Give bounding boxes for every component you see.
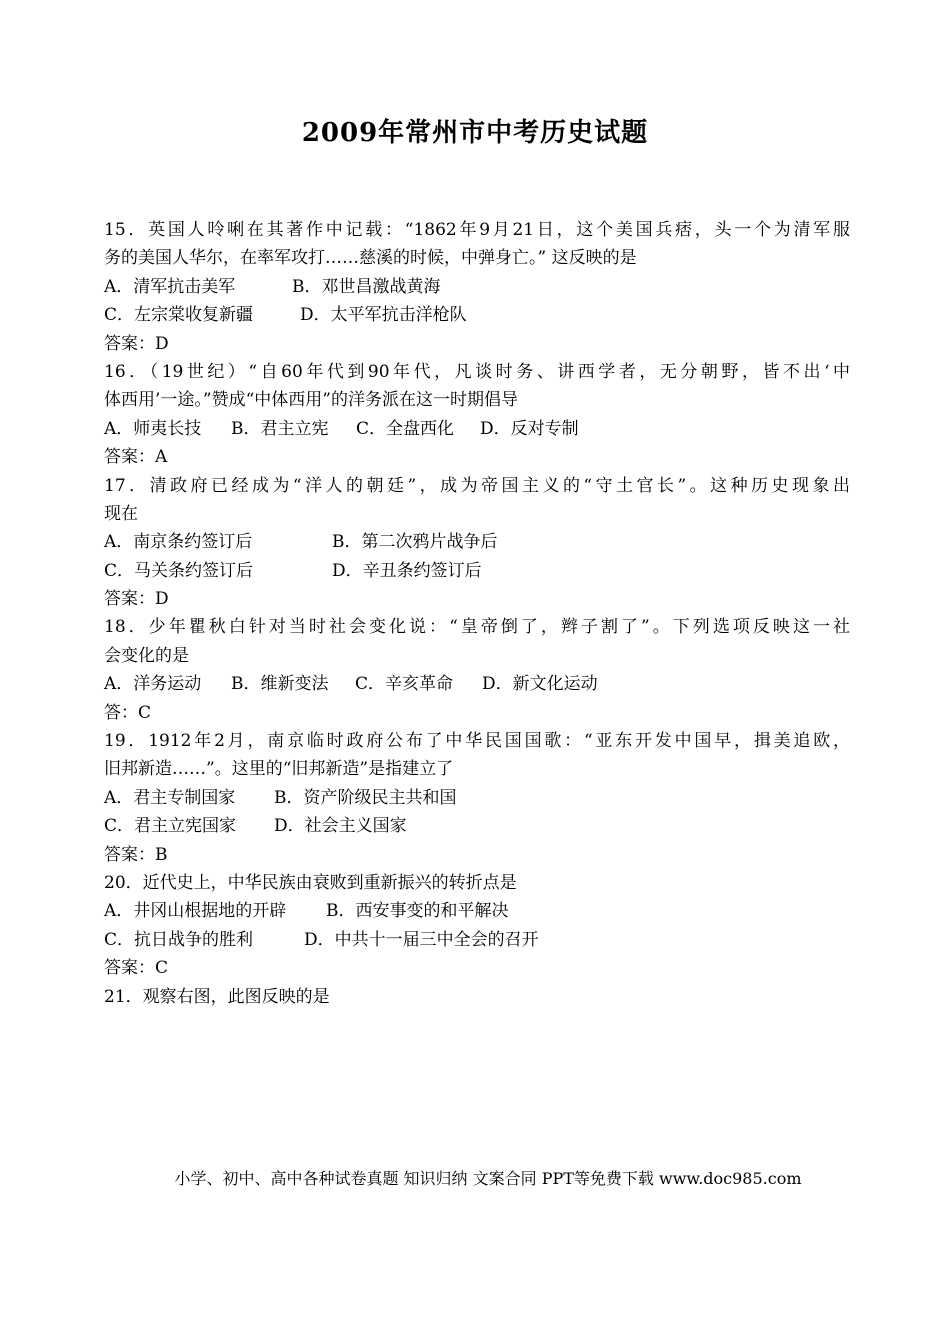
answer: 答案：C — [104, 958, 169, 979]
question-stem: 20．近代史上，中华民族由衰败到重新振兴的转折点是 — [104, 872, 517, 893]
question-17 — [104, 472, 850, 614]
option-c: C．君主立宪国家 — [104, 816, 237, 837]
question-21 — [104, 983, 850, 1011]
question-stem: 旧邦新造……”。这里的“旧邦新造”是指建立了 — [104, 759, 454, 780]
answer: 答案：B — [104, 844, 168, 865]
question-stem: 会变化的是 — [104, 645, 189, 666]
options-row — [104, 670, 850, 698]
question-stem: 体西用’一途。”赞成“中体西用”的洋务派在这一时期倡导 — [104, 390, 518, 411]
options-row — [104, 557, 850, 585]
options-row — [104, 301, 850, 329]
option-c: C．左宗棠收复新疆 — [104, 305, 254, 326]
question-stem: 21．观察右图，此图反映的是 — [104, 986, 330, 1007]
question-stem: 16．（19世纪）“自60年代到90年代，凡谈时务、讲西学者，无分朝野，皆不出‘中 — [104, 361, 850, 382]
option-b: B．第二次鸦片战争后 — [332, 532, 498, 553]
question-stem: 务的美国人华尔，在率军攻打……慈溪的时候，中弹身亡。” 这反映的是 — [104, 248, 637, 269]
question-15 — [104, 216, 850, 358]
options-row — [104, 897, 850, 925]
answer: 答案：A — [104, 447, 168, 468]
option-a: A．南京条约签订后 — [104, 532, 253, 553]
options-row — [104, 528, 850, 556]
option-b: B．邓世昌激战黄海 — [292, 276, 441, 297]
option-c: C．辛亥革命 — [355, 674, 454, 695]
option-a: A．师夷长技 — [104, 418, 202, 439]
answer: 答案：D — [104, 333, 169, 354]
option-a: A．清军抗击美军 — [104, 276, 236, 297]
answer: 答：C — [104, 702, 152, 723]
options-row — [104, 812, 850, 840]
question-16 — [104, 358, 850, 472]
option-d: D．中共十一届三中全会的召开 — [304, 929, 539, 950]
option-b: B．资产阶级民主共和国 — [274, 787, 457, 808]
answer: 答案：D — [104, 589, 169, 610]
option-b: B．维新变法 — [231, 674, 329, 695]
question-stem: 19．1912年2月，南京临时政府公布了中华民国国歌：“亚东开发中国早，揖美追欧， — [104, 731, 850, 752]
question-stem: 15．英国人呤唎在其著作中记载：“1862年9月21日，这个美国兵痞，头一个为清军服 — [104, 220, 850, 240]
question-list — [104, 216, 850, 1011]
option-c: C．全盘西化 — [356, 418, 455, 439]
question-18 — [104, 613, 850, 727]
options-row — [104, 273, 850, 301]
question-20 — [104, 869, 850, 983]
option-b: B．君主立宪 — [231, 418, 329, 439]
question-stem: 现在 — [104, 503, 138, 524]
question-19 — [104, 727, 850, 869]
question-stem: 17．清政府已经成为“洋人的朝廷”，成为帝国主义的“守土官长”。这种历史现象出 — [104, 475, 850, 496]
option-c: C．马关条约签订后 — [104, 560, 254, 581]
option-a: A．井冈山根据地的开辟 — [104, 901, 287, 922]
option-d: D．太平军抗击洋枪队 — [300, 305, 467, 326]
options-row — [104, 926, 850, 954]
option-d: D．新文化运动 — [482, 674, 598, 695]
page-title: 2009年常州市中考历史试题 — [301, 118, 649, 148]
option-c: C．抗日战争的胜利 — [104, 929, 254, 950]
option-a: A．洋务运动 — [104, 674, 202, 695]
options-row — [104, 415, 850, 443]
option-d: D．辛丑条约签订后 — [332, 560, 482, 581]
option-a: A．君主专制国家 — [104, 787, 236, 808]
option-b: B．西安事变的和平解决 — [326, 901, 509, 922]
option-d: D．社会主义国家 — [274, 816, 407, 837]
question-stem: 18．少年瞿秋白针对当时社会变化说：“皇帝倒了，辫子割了”。下列选项反映这一社 — [104, 617, 850, 638]
option-d: D．反对专制 — [480, 418, 579, 439]
options-row — [104, 784, 850, 812]
page-footer: 小学、初中、高中各种试卷真题 知识归纳 文案合同 PPT等免费下载 www.doc985.com — [174, 1169, 802, 1188]
